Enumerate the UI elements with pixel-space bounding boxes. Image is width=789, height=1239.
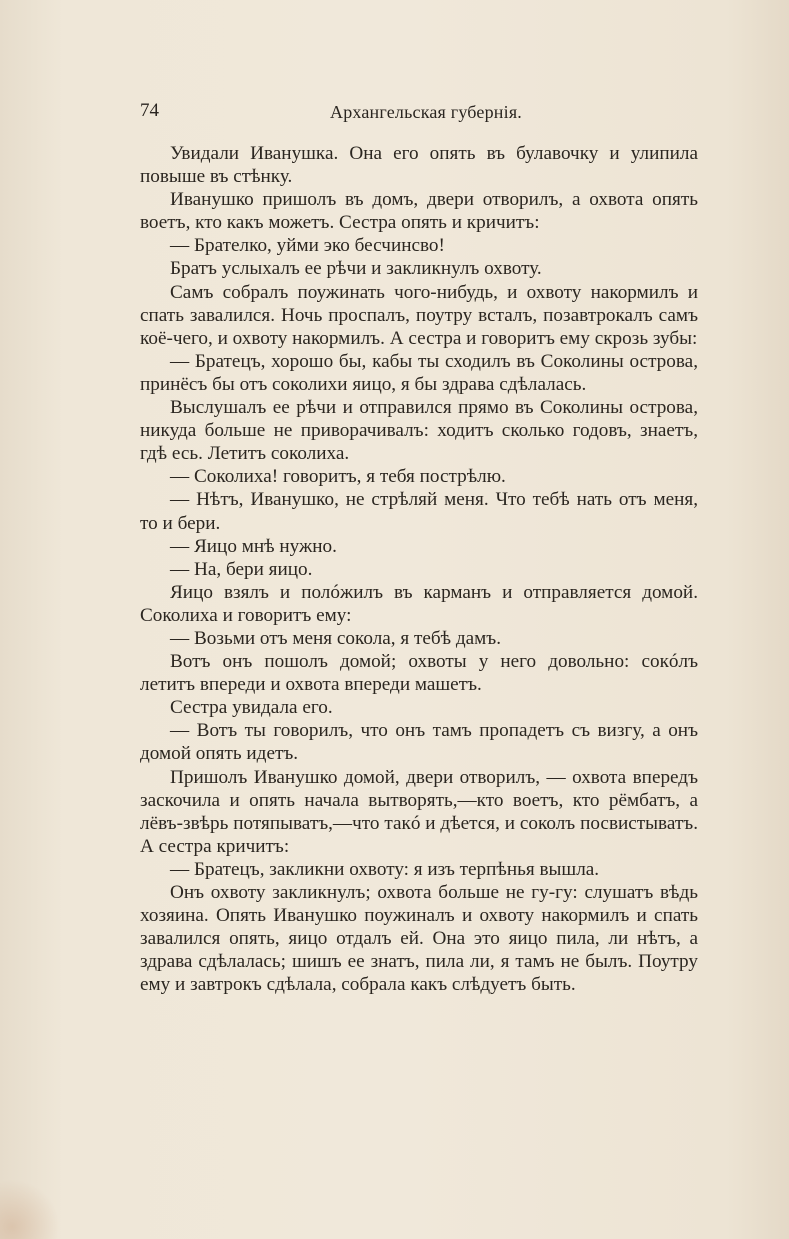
paragraph: — Братецъ, закликни охвоту: я изъ терпѣнья вышла. [170, 858, 600, 880]
paragraph: — Нѣтъ, Иванушко, не стрѣляй меня. Что тебѣ нать отъ меня, то и бери. [140, 489, 698, 534]
paragraph: — Вотъ ты говорилъ, что онъ тамъ пропадетъ съ визгу, а онъ домой опять идетъ. [140, 720, 698, 765]
paragraph: Увидали Иванушка. Она его опять въ булавочку и улипила повыше въ стѣнку. [140, 143, 698, 188]
paragraph: — Соколиха! говоритъ, я тебя пострѣлю. [170, 466, 506, 488]
paragraph: Яицо взялъ и полóжилъ въ карманъ и отправляется домой. Соколиха и говоритъ ему: [140, 581, 698, 626]
running-title: Архангельская губернія. [330, 102, 523, 122]
paragraph: Онъ охвоту закликнулъ; охвота больше не гу-гу: слушатъ вѣдь хозяина. Опять Иванушко поужиналъ и охвоту накормилъ и спать завалился опять, яицо отдалъ ей. Она это яицо пила, ли нѣтъ, а здрава сдѣлалась; шишъ ее знатъ, пила ли, я тамъ не былъ. Поутру ему и завтрокъ сдѣлала, собрала какъ слѣдуетъ быть. [140, 882, 698, 996]
paragraph: Братъ услыхалъ ее рѣчи и закликнулъ охвоту. [170, 258, 542, 280]
paragraph: — На, бери яицо. [170, 558, 313, 580]
paragraph: Пришолъ Иванушко домой, двери отворилъ, — охвота впередъ заскочила и опять начала вытворять,—кто воетъ, кто рёмбатъ, а лёвъ-звѣрь потяпыватъ,—что такó и дѣется, и соколъ посвистыватъ. А сестра кричитъ: [140, 766, 698, 857]
body-text [140, 142, 698, 996]
paragraph: Иванушко пришолъ въ домъ, двери отворилъ, а охвота опять воетъ, кто какъ можетъ. Сестра опять и кричитъ: [140, 189, 698, 234]
page-header [140, 100, 700, 130]
page-number: 74 [140, 100, 159, 121]
paper-stain [0, 1179, 60, 1239]
paragraph: — Возьми отъ меня сокола, я тебѣ дамъ. [170, 627, 502, 649]
paragraph: — Братецъ, хорошо бы, кабы ты сходилъ въ Соколины острова, принёсъ бы отъ соколихи яицо, я бы здрава сдѣлалась. [140, 350, 698, 395]
paragraph: Выслушалъ ее рѣчи и отправился прямо въ Соколины острова, никуда больше не приворачивалъ: ходитъ сколько годовъ, знаетъ, гдѣ есь. Летитъ соколиха. [140, 397, 698, 465]
paragraph: — Брателко, уйми эко бесчинсво! [170, 235, 445, 257]
paragraph: — Яицо мнѣ нужно. [170, 535, 337, 557]
paragraph: Самъ собралъ поужинать чого-нибудь, и охвоту накормилъ и спать завалился. Ночь проспалъ, поутру всталъ, позавтрокалъ самъ коё-чего, и охвоту накормилъ. А сестра и говоритъ ему скрозь зубы: [140, 281, 698, 349]
paragraph: Сестра увидала его. [170, 697, 333, 719]
paragraph: Вотъ онъ пошолъ домой; охвоты у него довольно: сокóлъ летитъ впереди и охвота впереди машетъ. [140, 651, 698, 696]
